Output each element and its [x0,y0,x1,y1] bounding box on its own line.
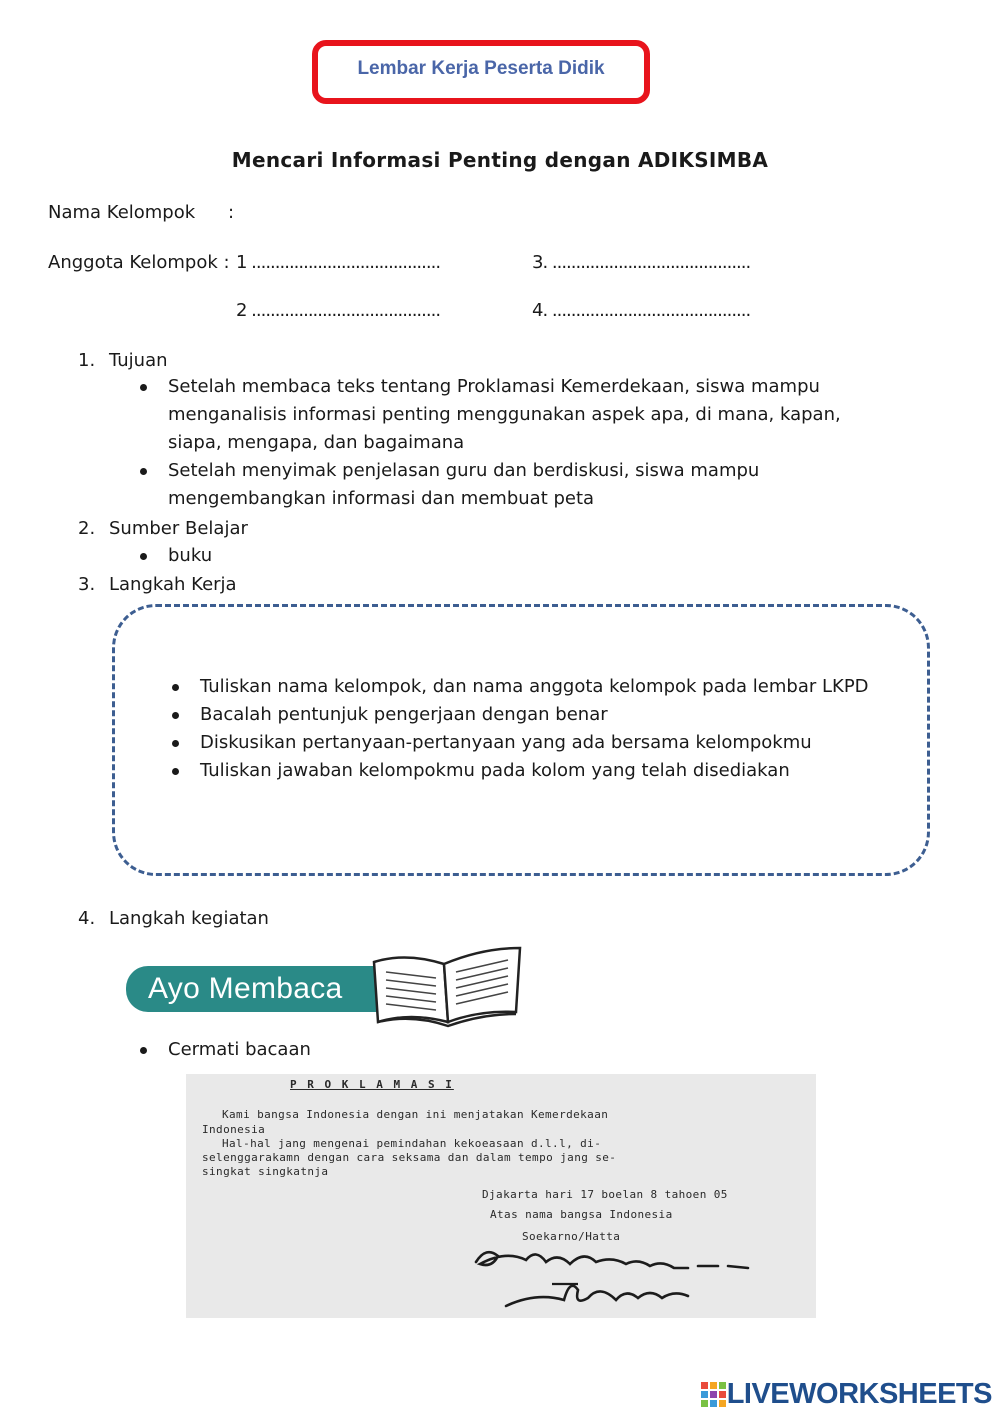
ayo-membaca-label: Ayo Membaca [148,972,343,1005]
page-title: Mencari Informasi Penting dengan ADIKSIMBA [231,148,769,172]
section-label: Sumber Belajar [109,518,248,539]
members-label: Anggota Kelompok : [48,252,230,273]
list-item: buku [138,542,898,570]
ayo-membaca-banner [126,966,396,1012]
list-item: Setelah membaca teks tentang Proklamasi Kemerdekaan, siswa mampu menganalisis informasi penting menggunakan aspek apa, di mana, kapan, siapa, mengapa, dan bagaimana [138,373,898,457]
member-3-field[interactable]: 3. .......................................... [532,252,751,273]
proklamasi-line: Indonesia [202,1123,266,1136]
tujuan-list [138,373,898,513]
section-number: 2. [78,518,96,539]
proklamasi-line: singkat singkatnja [202,1165,329,1178]
list-item: Setelah menyimak penjelasan guru dan berdiskusi, siswa mampu mengembangkan informasi dan membuat peta [138,457,898,513]
liveworksheets-logo-icon [701,1382,727,1408]
list-item: Cermati bacaan [138,1036,738,1064]
proklamasi-line: Atas nama bangsa Indonesia [490,1208,673,1221]
section-label: Tujuan [109,350,168,371]
kegiatan-list [138,1036,738,1064]
member-4-field[interactable]: 4. .......................................... [532,300,751,321]
proklamasi-line: Hal-hal jang mengenai pemindahan kekoeasaan d.l.l, di- [222,1137,602,1150]
section-number: 1. [78,350,96,371]
langkah-kerja-list [170,673,910,785]
group-name-label: Nama Kelompok [48,202,196,223]
proklamasi-line: Soekarno/Hatta [522,1230,621,1243]
header-box [312,40,650,104]
header-label: Lembar Kerja Peserta Didik [357,58,605,79]
section-number: 3. [78,574,96,595]
proklamasi-document-image [186,1074,816,1318]
member-2-field[interactable]: 2 ........................................ [236,300,441,321]
open-book-icon [366,942,526,1030]
section-label: Langkah kegiatan [109,908,269,929]
liveworksheets-logo [701,1378,992,1411]
list-item: Bacalah pentunjuk pengerjaan dengan benar [170,701,910,729]
section-number: 4. [78,908,96,929]
list-item: Tuliskan nama kelompok, dan nama anggota kelompok pada lembar LKPD [170,673,910,701]
list-item: Tuliskan jawaban kelompokmu pada kolom yang telah disediakan [170,757,910,785]
section-label: Langkah Kerja [109,574,237,595]
proklamasi-line: Djakarta hari 17 boelan 8 tahoen 05 [482,1188,728,1201]
signature-image [466,1240,796,1316]
list-item: Diskusikan pertanyaan-pertanyaan yang ada bersama kelompokmu [170,729,910,757]
member-1-field[interactable]: 1 ........................................ [236,252,441,273]
group-name-colon: : [228,202,235,223]
liveworksheets-logo-text: LIVEWORKSHEETS [726,1378,992,1410]
sumber-list [138,542,898,570]
proklamasi-line: selenggarakamn dengan cara seksama dan dalam tempo jang se- [202,1151,617,1164]
proklamasi-line: Kami bangsa Indonesia dengan ini menjatakan Kemerdekaan [222,1108,609,1121]
proklamasi-heading: P R O K L A M A S I [290,1078,454,1091]
